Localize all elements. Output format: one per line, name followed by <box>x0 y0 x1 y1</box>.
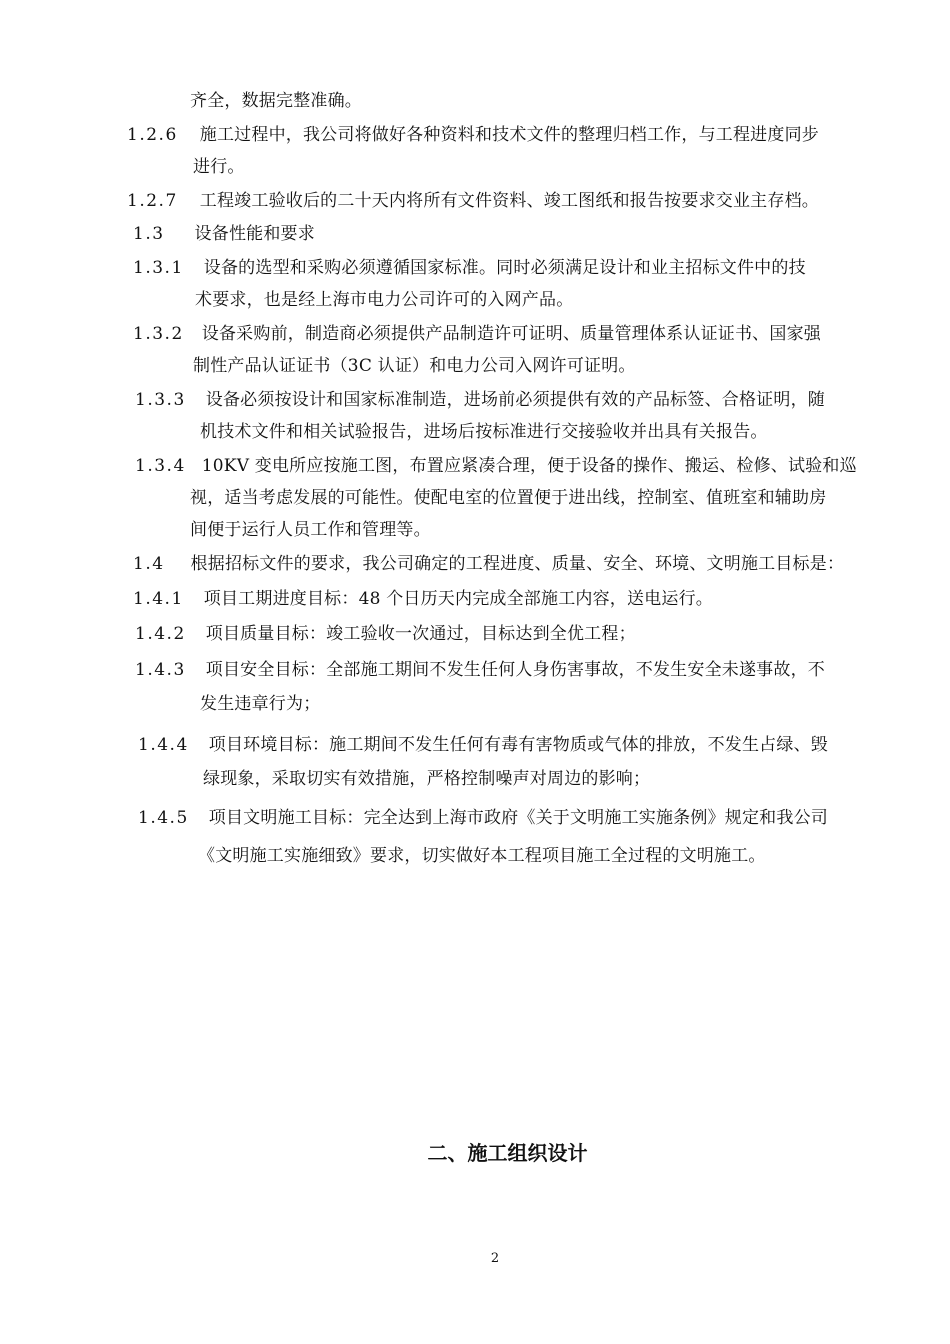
section-number: 1.3 <box>133 224 165 244</box>
clause-1-3-1 <box>133 257 806 279</box>
clause-1-4-1 <box>133 588 713 610</box>
clause-1-3-2-continuation: 制性产品认证证书（3C 认证）和电力公司入网许可证明。 <box>193 356 636 376</box>
clause-text: 项目安全目标：全部施工期间不发生任何人身伤害事故，不发生安全未遂事故，不 <box>205 660 825 680</box>
clause-1-3-2 <box>133 323 821 345</box>
clause-text: 10KV 变电所应按施工图，布置应紧凑合理，便于设备的操作、搬运、检修、试验和巡 <box>201 456 857 476</box>
clause-1-3-4-continuation: 视，适当考虑发展的可能性。使配电室的位置便于进出线，控制室、值班室和辅助房 <box>190 488 827 508</box>
clause-1-2-6 <box>127 124 819 146</box>
clause-text: 设备的选型和采购必须遵循国家标准。同时必须满足设计和业主招标文件中的技 <box>203 258 806 278</box>
clause-number: 1.3.4 <box>135 456 186 476</box>
clause-text: 项目质量目标：竣工验收一次通过，目标达到全优工程； <box>205 624 636 644</box>
clause-number: 1.4.5 <box>138 808 189 828</box>
clause-text: 设备采购前，制造商必须提供产品制造许可证明、质量管理体系认证证书、国家强 <box>201 324 821 344</box>
clause-number: 1.2.7 <box>127 191 178 211</box>
clause-1-4-2 <box>135 623 636 645</box>
clause-number: 1.4.4 <box>138 735 189 755</box>
clause-1-3-3 <box>135 389 825 411</box>
section-heading: 二、施工组织设计 <box>427 1141 588 1165</box>
clause-text: 项目工期进度目标：48 个日历天内完成全部施工内容，送电运行。 <box>203 589 713 609</box>
paragraph-continuation: 齐全，数据完整准确。 <box>190 91 362 111</box>
clause-number: 1.4.1 <box>133 589 184 609</box>
clause-1-4-3 <box>135 659 825 681</box>
clause-text: 项目文明施工目标：完全达到上海市政府《关于文明施工实施条例》规定和我公司 <box>208 808 828 828</box>
clause-text: 施工过程中，我公司将做好各种资料和技术文件的整理归档工作，与工程进度同步 <box>199 125 819 145</box>
section-number: 1.4 <box>133 554 165 574</box>
clause-1-3-1-continuation: 术要求，也是经上海市电力公司许可的入网产品。 <box>195 290 574 310</box>
clause-1-3-3-continuation: 机技术文件和相关试验报告，进场后按标准进行交接验收并出具有关报告。 <box>200 422 768 442</box>
section-text: 根据招标文件的要求，我公司确定的工程进度、质量、安全、环境、文明施工目标是： <box>190 554 845 574</box>
clause-1-3-4 <box>135 455 857 477</box>
section-1-3 <box>133 223 315 245</box>
clause-text: 工程竣工验收后的二十天内将所有文件资料、竣工图纸和报告按要求交业主存档。 <box>199 191 819 211</box>
clause-number: 1.3.3 <box>135 390 186 410</box>
clause-number: 1.4.3 <box>135 660 186 680</box>
page-number: 2 <box>490 1251 500 1266</box>
clause-1-4-4 <box>138 734 828 756</box>
clause-1-2-6-continuation: 进行。 <box>193 157 245 177</box>
clause-1-4-5-continuation: 《文明施工实施细致》要求，切实做好本工程项目施工全过程的文明施工。 <box>198 846 766 866</box>
clause-1-3-4-continuation: 间便于运行人员工作和管理等。 <box>190 520 431 540</box>
section-1-4 <box>133 553 844 575</box>
clause-1-4-3-continuation: 发生违章行为； <box>200 694 321 714</box>
clause-number: 1.3.1 <box>133 258 184 278</box>
clause-number: 1.2.6 <box>127 125 178 145</box>
clause-number: 1.4.2 <box>135 624 186 644</box>
clause-1-4-4-continuation: 绿现象，采取切实有效措施，严格控制噪声对周边的影响； <box>203 769 651 789</box>
clause-1-4-5 <box>138 807 828 829</box>
clause-number: 1.3.2 <box>133 324 184 344</box>
clause-1-2-7 <box>127 190 819 212</box>
clause-text: 项目环境目标：施工期间不发生任何有毒有害物质或气体的排放，不发生占绿、毁 <box>208 735 828 755</box>
section-title: 设备性能和要求 <box>194 224 315 244</box>
clause-text: 设备必须按设计和国家标准制造，进场前必须提供有效的产品标签、合格证明，随 <box>205 390 825 410</box>
